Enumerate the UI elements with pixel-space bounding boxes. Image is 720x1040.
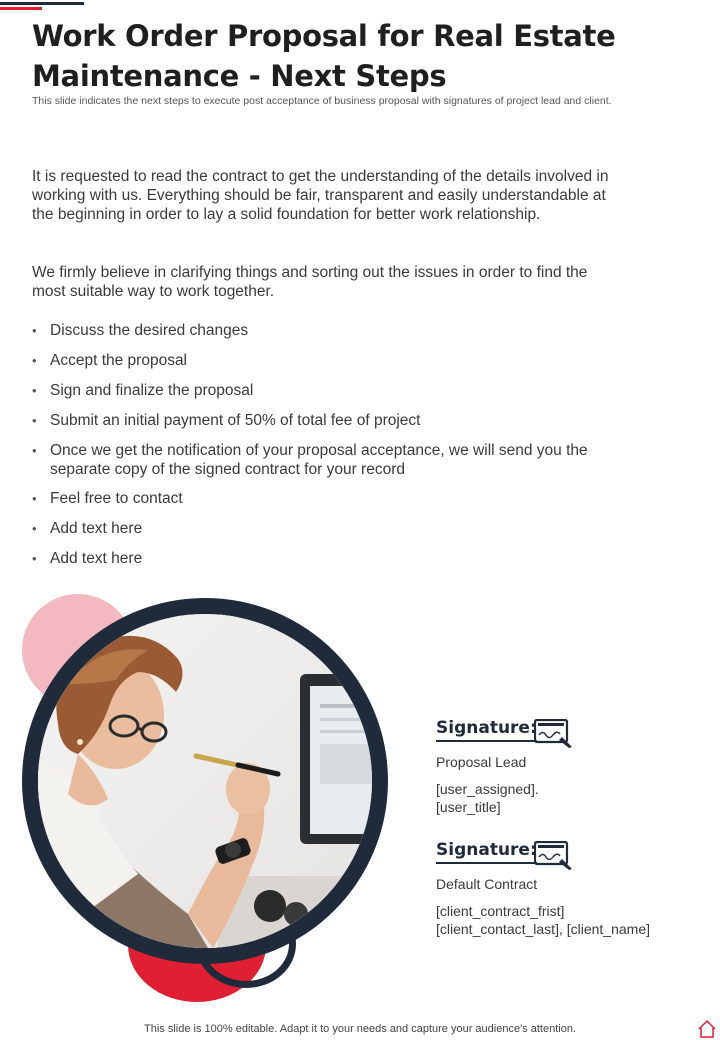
top-accent-bar-dark [0, 2, 84, 5]
signature-name-line: [user_assigned]. [436, 781, 539, 797]
signature-card-icon [534, 719, 574, 749]
signature-role: Proposal Lead [436, 754, 527, 770]
home-icon[interactable] [697, 1019, 717, 1039]
signature-role: Default Contract [436, 876, 538, 892]
list-item: • Submit an initial payment of 50% of total fee of project [32, 411, 632, 430]
intro-paragraph: It is requested to read the contract to get the understanding of the details involved in working with us. Everything should be fair, transparent and easily understandable at the beginning in order to lay a solid foundation for better work relationship. [32, 168, 609, 223]
page-title: Work Order Proposal for Real Estate Maintenance - Next Steps [32, 19, 616, 93]
signature-heading: Signature: [436, 717, 537, 742]
list-item: • Add text here [32, 519, 632, 538]
footer-note: This slide is 100% editable. Adapt it to your needs and capture your audience's attention. [144, 1023, 576, 1035]
signature-heading: Signature: [436, 839, 537, 864]
photo-frame [22, 598, 388, 964]
signature-name-line: [client_contract_frist] [436, 903, 565, 919]
list-item: • Once we get the notification of your proposal acceptance, we will send you the separate copy of the signed contract for your record [32, 441, 632, 479]
signature-block-proposal-lead [436, 717, 696, 816]
signature-title-line: [client_contact_last], [client_name] [436, 921, 651, 937]
list-item: • Add text here [32, 549, 632, 568]
belief-paragraph: We firmly believe in clarifying things and sorting out the issues in order to find the most suitable way to work together. [32, 264, 588, 300]
next-steps-list [32, 321, 632, 579]
page-subtitle: This slide indicates the next steps to execute post acceptance of business proposal with signatures of project lead and client. [32, 95, 612, 107]
signature-block-default-contract [436, 839, 696, 938]
list-item: • Feel free to contact [32, 489, 632, 508]
top-accent-bar-red [0, 7, 42, 10]
woman-with-pen-photo [38, 614, 372, 948]
list-item: • Discuss the desired changes [32, 321, 632, 340]
signature-card-icon [534, 841, 574, 871]
list-item: • Accept the proposal [32, 351, 632, 370]
signature-title-line: [user_title] [436, 799, 501, 815]
list-item: • Sign and finalize the proposal [32, 381, 632, 400]
